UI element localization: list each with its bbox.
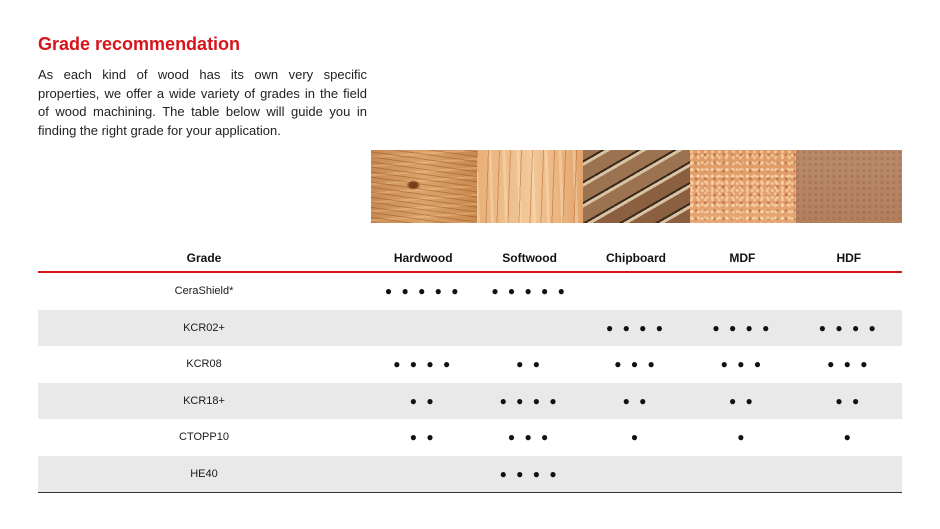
rating-hardwood: ● ● ● ●: [393, 357, 454, 372]
intro-paragraph: As each kind of wood has its own very specific properties, we offer a wide variety of grades in the field of wood machining. The table below will guide you in finding the right grade for your application.: [38, 67, 367, 138]
rating-chipboard: ● ●: [583, 383, 689, 420]
header-grade: Grade: [38, 245, 370, 272]
rating-hdf: ● ● ● ●: [796, 310, 902, 347]
rating-softwood: ● ● ●: [507, 430, 552, 445]
table-row: [38, 419, 902, 456]
chipboard-swatch-image: [583, 150, 689, 223]
hdf-swatch-image: [796, 150, 902, 223]
rating-chipboard: ● ● ●: [614, 357, 658, 372]
rating-chipboard: ●: [630, 430, 642, 445]
rating-hardwood: ● ●: [370, 383, 476, 420]
table-row: [38, 383, 902, 420]
rating-hardwood: ● ●: [409, 430, 437, 445]
rating-hdf: [796, 272, 902, 310]
table-row: [38, 272, 902, 310]
header-mdf: MDF: [689, 245, 795, 272]
page-title: Grade recommendation: [38, 34, 241, 54]
rating-hdf: ●: [843, 430, 854, 445]
rating-hardwood: ● ● ● ● ●: [384, 284, 462, 299]
material-swatch-strip: [371, 150, 902, 223]
rating-mdf: [689, 456, 795, 493]
rating-hardwood: [370, 456, 476, 493]
rating-mdf: ● ● ●: [720, 357, 765, 372]
rating-mdf: ● ●: [689, 383, 795, 420]
rating-hardwood: [370, 310, 476, 347]
rating-softwood: ● ● ● ● ●: [491, 284, 568, 299]
rating-softwood: [476, 310, 582, 347]
table-row: [38, 346, 902, 383]
table-row: [38, 310, 902, 347]
hardwood-swatch-image: [371, 150, 477, 223]
rating-hdf: ● ● ●: [827, 357, 871, 372]
softwood-swatch-image: [477, 150, 583, 223]
rating-mdf: ● ● ● ●: [689, 310, 795, 347]
rating-softwood: ● ●: [516, 357, 544, 372]
grade-name: HE40: [38, 456, 370, 493]
header-chipboard: Chipboard: [583, 245, 689, 272]
grade-name: CTOPP10: [179, 431, 229, 444]
header-softwood: Softwood: [476, 245, 582, 272]
grade-name: KCR02+: [38, 310, 370, 347]
rating-mdf: ●: [737, 430, 748, 445]
table-row: [38, 456, 902, 493]
table-header-row: [38, 245, 902, 272]
rating-hdf: [796, 456, 902, 493]
rating-chipboard: [583, 272, 689, 310]
rating-chipboard: ● ● ● ●: [583, 310, 689, 347]
header-hardwood: Hardwood: [370, 245, 476, 272]
grade-name: CeraShield*: [174, 285, 234, 298]
rating-mdf: [689, 272, 795, 310]
rating-hdf: ● ●: [796, 383, 902, 420]
header-hdf: HDF: [796, 245, 902, 272]
grade-name: KCR08: [186, 358, 222, 371]
rating-softwood: ● ● ● ●: [476, 456, 582, 493]
grade-name: KCR18+: [38, 383, 370, 420]
grade-recommendation-table: [38, 245, 902, 493]
rating-chipboard: [583, 456, 689, 493]
mdf-swatch-image: [690, 150, 796, 223]
rating-softwood: ● ● ● ●: [476, 383, 582, 420]
